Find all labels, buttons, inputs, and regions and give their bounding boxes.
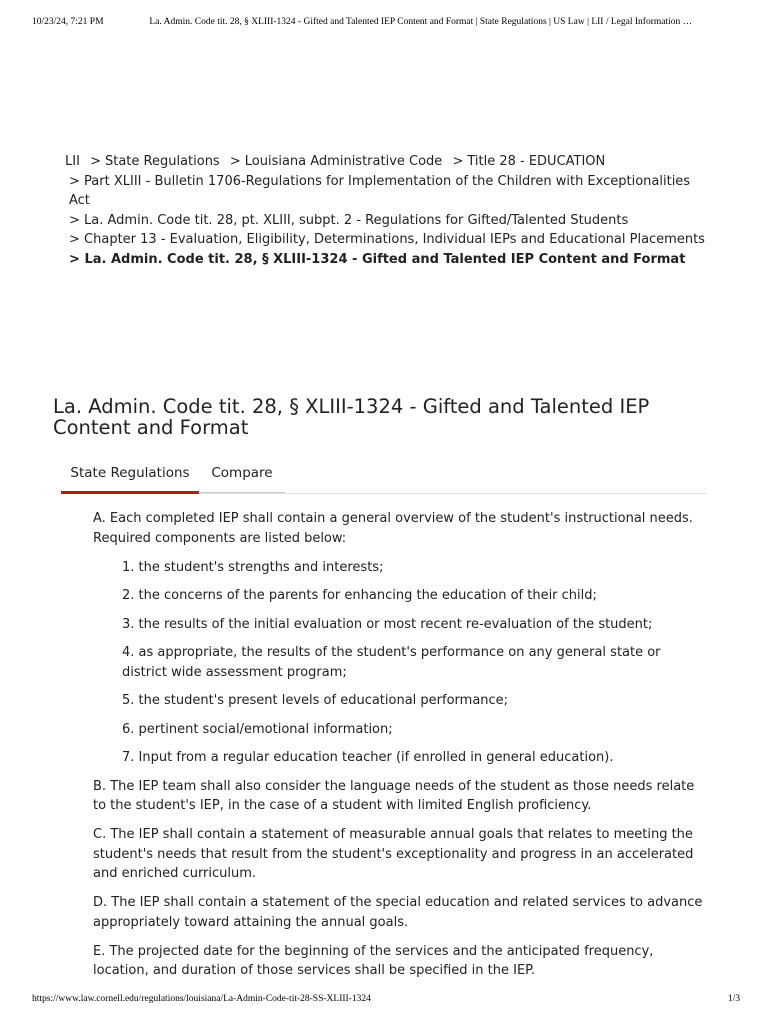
breadcrumb-line-3 <box>65 211 715 231</box>
breadcrumb-line-4 <box>65 230 715 250</box>
list-item: 7. Input from a regular education teacher (if enrolled in general education). <box>122 750 614 765</box>
list-item: 6. pertinent social/emotional information; <box>122 721 393 737</box>
tab-state-regulations[interactable]: State Regulations <box>61 455 199 494</box>
print-page-number: 1/3 <box>727 994 740 1004</box>
breadcrumb-separator: > <box>452 154 464 169</box>
breadcrumb-line-1 <box>65 152 715 172</box>
print-header <box>32 17 740 27</box>
breadcrumb-separator: > <box>229 154 241 169</box>
page-title: La. Admin. Code tit. 28, § XLIII-1324 - Gifted and Talented IEP Content and Format <box>53 395 650 439</box>
breadcrumb-current: La. Admin. Code tit. 28, § XLIII-1324 - Gifted and Talented IEP Content and Format <box>84 251 686 267</box>
paragraph-c: C. The IEP shall contain a statement of measurable annual goals that relates to meeting the student's needs that result from the student's exceptionality and progress in an accelerated and enriched curriculum. <box>93 827 694 881</box>
breadcrumb-item-state-regulations[interactable]: State Regulations <box>104 154 220 169</box>
print-url: https://www.law.cornell.edu/regulations/louisiana/La-Admin-Code-tit-28-SS-XLIII-1324 <box>32 994 371 1004</box>
paragraph-e: E. The projected date for the beginning of the services and the anticipated frequency, location, and duration of those services shall be specified in the IEP. <box>93 943 654 978</box>
list-item: 3. the results of the initial evaluation or most recent re-evaluation of the student; <box>122 616 653 632</box>
print-doc-title: La. Admin. Code tit. 28, § XLIII-1324 - Gifted and Talented IEP Content and Format | State Regulations | US Law | LII / Legal Information … <box>149 17 693 27</box>
breadcrumb-item-louisiana-admin-code[interactable]: Louisiana Administrative Code <box>244 154 443 169</box>
breadcrumb-separator: > <box>69 173 80 189</box>
print-datetime: 10/23/24, 7:21 PM <box>32 17 104 27</box>
paragraph-b: B. The IEP team shall also consider the language needs of the student as those needs relate to the student's IEP, in the case of a student with limited English proficiency. <box>93 778 695 813</box>
breadcrumb-separator: > <box>90 154 101 169</box>
breadcrumb-item-title-28[interactable]: Title 28 - EDUCATION <box>467 154 606 169</box>
breadcrumb-separator: > <box>69 212 80 228</box>
breadcrumb-separator: > <box>69 232 80 247</box>
breadcrumb-line-current <box>65 250 715 270</box>
breadcrumb <box>65 152 715 269</box>
breadcrumb-line-2 <box>65 172 715 211</box>
tab-bar <box>61 455 707 494</box>
list-item: 5. the student's present levels of educational performance; <box>122 693 509 708</box>
breadcrumb-item-lii[interactable]: LII <box>65 154 80 169</box>
breadcrumb-item-part-xliii[interactable]: Part XLIII - Bulletin 1706-Regulations for Implementation of the Children with Exceptionalities Act <box>69 173 691 208</box>
paragraph-d: D. The IEP shall contain a statement of the special education and related services to advance appropriately toward attaining the annual goals. <box>93 895 703 930</box>
required-components-list <box>93 558 705 768</box>
list-item: 4. as appropriate, the results of the student's performance on any general state or district wide assessment program; <box>122 645 661 680</box>
list-item: 1. the student's strengths and interests; <box>122 559 384 575</box>
breadcrumb-separator: > <box>69 251 80 267</box>
list-item: 2. the concerns of the parents for enhancing the education of their child; <box>122 588 597 603</box>
regulation-text <box>93 509 705 990</box>
paragraph-a: A. Each completed IEP shall contain a general overview of the student's instructional needs. Required components are listed below: <box>93 511 693 546</box>
tab-compare[interactable]: Compare <box>199 455 285 493</box>
breadcrumb-item-subpart-2[interactable]: La. Admin. Code tit. 28, pt. XLIII, subpt. 2 - Regulations for Gifted/Talented Students <box>84 212 629 228</box>
print-footer <box>32 994 740 1004</box>
breadcrumb-item-chapter-13[interactable]: Chapter 13 - Evaluation, Eligibility, Determinations, Individual IEPs and Educational Placements <box>84 232 705 247</box>
